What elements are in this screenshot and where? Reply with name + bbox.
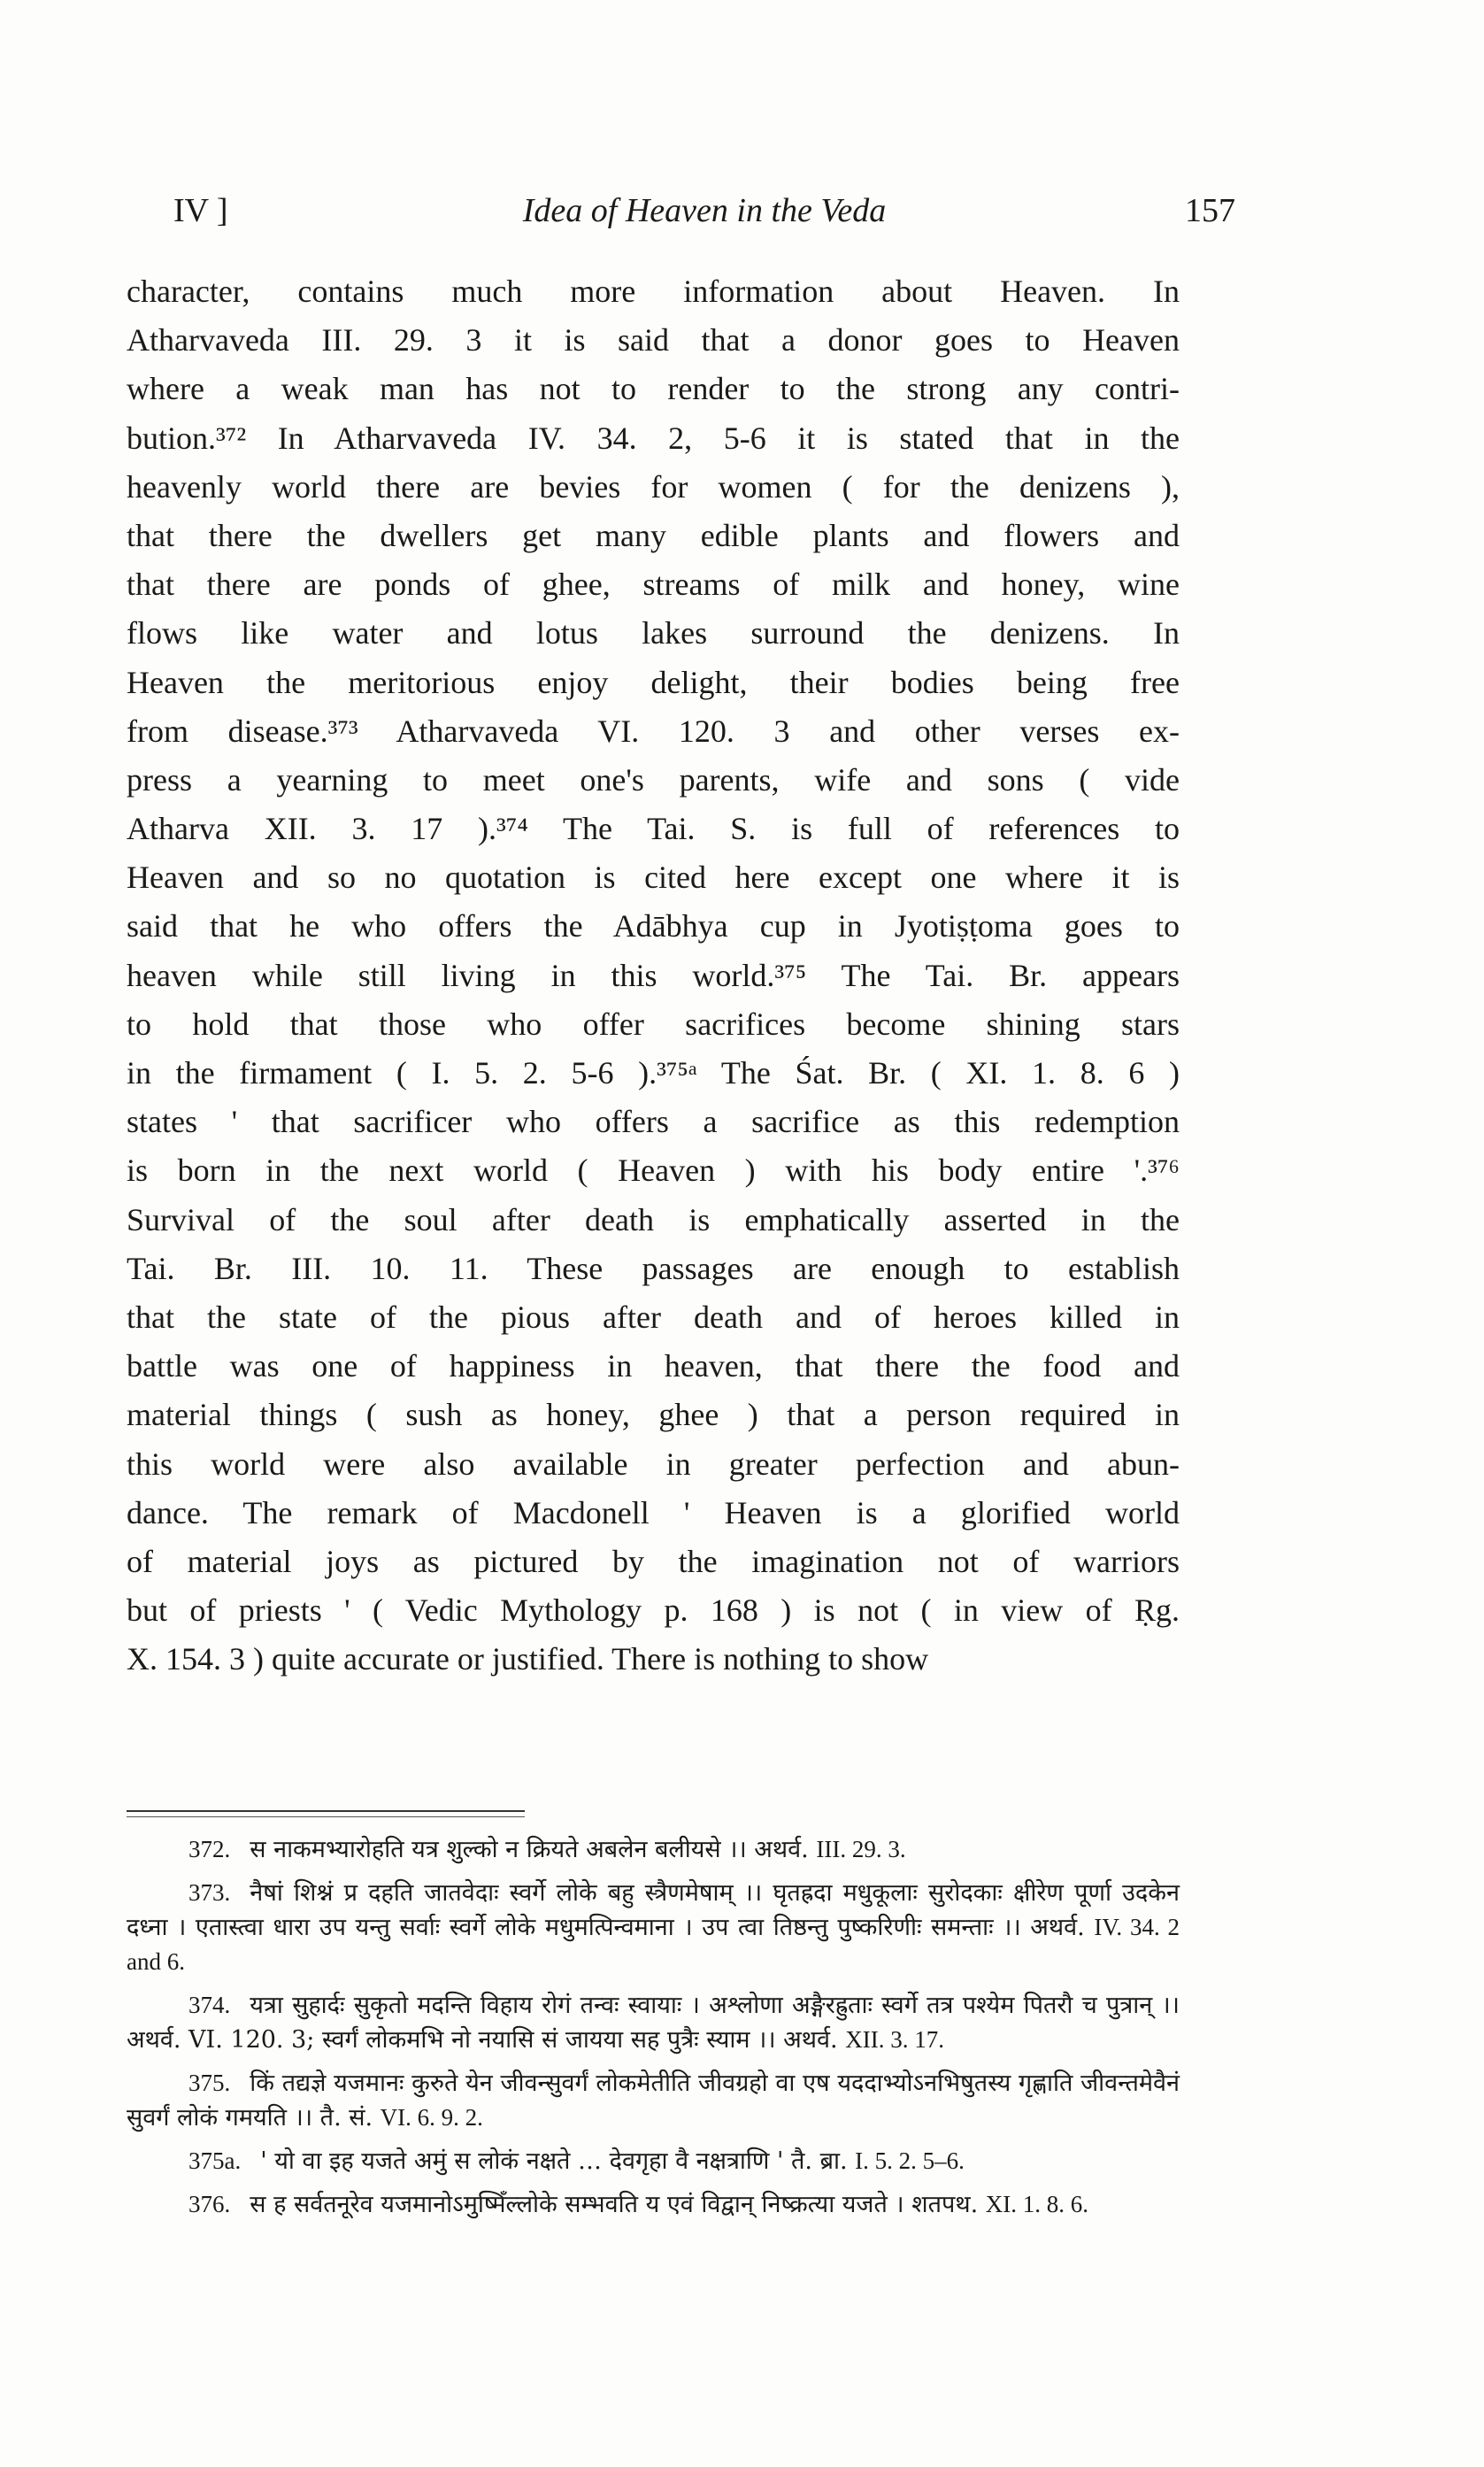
footnote — [127, 2144, 1180, 2178]
text-line: bution.³⁷² In Atharvaveda IV. 34. 2, 5-6 it is stated that in the — [127, 420, 1180, 456]
page-number: 157 — [1185, 192, 1235, 229]
chapter-number: IV ] — [173, 192, 228, 229]
text-line: but of priests ' ( Vedic Mythology p. 168 ) is not ( in view of Ṛg. — [127, 1592, 1180, 1629]
text-line: states ' that sacrificer who offers a sacrifice as this redemption — [127, 1104, 1180, 1140]
text-line: Atharvaveda III. 29. 3 it is said that a donor goes to Heaven — [127, 322, 1180, 358]
footnote-number: 373. — [188, 1879, 231, 1906]
text-line: in the firmament ( I. 5. 2. 5-6 ).³⁷⁵ᵃ The Śat. Br. ( XI. 1. 8. 6 ) — [127, 1055, 1180, 1091]
footnote-text: ' यो वा इह यजते अमुं स लोकं नक्षते … देवगृहा वै नक्षत्राणि ' तै. ब्रा. — [260, 2147, 848, 2175]
text-line: that the state of the pious after death and of heroes killed in — [127, 1299, 1180, 1335]
text-line: said that he who offers the Adābhya cup in Jyotiṣṭoma goes to — [127, 908, 1180, 944]
footnote-number: 375. — [188, 2070, 231, 2096]
text-line: Atharva XII. 3. 17 ).³⁷⁴ The Tai. S. is full of references to — [127, 811, 1180, 847]
text-line: Survival of the soul after death is emphatically asserted in the — [127, 1201, 1180, 1237]
text-line: press a yearning to meet one's parents, wife and sons ( vide — [127, 761, 1180, 798]
text-line: X. 154. 3 ) quite accurate or justified. There is nothing to show — [127, 1641, 929, 1677]
footnote-number: 374. — [188, 1992, 231, 2018]
text-line: Tai. Br. III. 10. 11. These passages are enough to establish — [127, 1250, 1180, 1286]
text-line: of material joys as pictured by the imagination not of warriors — [127, 1543, 1180, 1579]
text-line: heaven while still living in this world.³⁷⁵ The Tai. Br. appears — [127, 957, 1180, 993]
text-line: material things ( sush as honey, ghee ) that a person required in — [127, 1397, 1180, 1433]
text-line: to hold that those who offer sacrifices become shining stars — [127, 1006, 1180, 1042]
footnote — [127, 2187, 1180, 2222]
footnote-source: XI. 1. 8. 6. — [985, 2191, 1089, 2217]
footnote-text: स ह सर्वतनूरेव यजमानोऽमुष्मिँल्लोके सम्भवति य एवं विद्वान् निष्क्रत्या यजते । शतपथ. — [250, 2191, 979, 2218]
footnote-rule — [127, 1810, 525, 1812]
text-line: from disease.³⁷³ Atharvaveda VI. 120. 3 and other verses ex- — [127, 713, 1180, 749]
text-line: where a weak man has not to render to the strong any contri- — [127, 371, 1180, 407]
footnotes — [127, 1832, 1180, 2231]
footnote-rule-secondary — [127, 1816, 525, 1817]
text-line: Heaven the meritorious enjoy delight, their bodies being free — [127, 664, 1180, 700]
text-line: that there are ponds of ghee, streams of milk and honey, wine — [127, 567, 1180, 603]
text-line: is born in the next world ( Heaven ) with his body entire '.³⁷⁶ — [127, 1153, 1180, 1189]
text-line: that there the dwellers get many edible plants and flowers and — [127, 517, 1180, 553]
footnote-source: XII. 3. 17. — [845, 2026, 944, 2053]
footnote-source: I. 5. 2. 5–6. — [855, 2147, 965, 2174]
footnote — [127, 1876, 1180, 1979]
body-paragraph — [127, 267, 1180, 1684]
footnote-text: स नाकमभ्यारोहति यत्र शुल्को न क्रियते अबलेन बलीयसे ।। अथर्व. — [250, 1836, 809, 1863]
text-line: Heaven and so no quotation is cited here except one where it is — [127, 860, 1180, 896]
footnote-text: नैषां शिश्नं प्र दहति जातवेदाः स्वर्गे लोके बहु स्त्रैणमेषाम् ।। घृतह्रदा मधुकूलाः सुरोदकाः क्षीरेण पूर्णा उदकेन दध्ना । एतास्त्वा धारा उप यन्तु सर्वाः स्वर्गे लोके मधुमत्पिन्वमाना । उप त्वा तिष्ठन्तु पुष्करिणीः समन्ताः ।। अथर्व. — [127, 1879, 1180, 1941]
text-line: dance. The remark of Macdonell ' Heaven is a glorified world — [127, 1494, 1180, 1530]
footnote-number: 372. — [188, 1836, 231, 1862]
running-title: Idea of Heaven in the Veda — [522, 192, 887, 229]
footnote-text: किं तद्यज्ञे यजमानः कुरुते येन जीवन्सुवर्गं लोकमेतीति जीवग्रहो वा एष यददाभ्योऽनभिषुतस्य गृह्णाति जीवन्तमेवैनं सुवर्गं लोकं गमयति ।। तै. सं. — [127, 2070, 1180, 2132]
text-line: this world were also available in greater perfection and abun- — [127, 1446, 1180, 1482]
text-line: character, contains much more information about Heaven. In — [127, 274, 1180, 309]
footnote-source: IV. 34. 2 and 6. — [127, 1914, 1180, 1975]
footnote-source: VI. 6. 9. 2. — [380, 2104, 483, 2131]
footnote — [127, 2066, 1180, 2135]
footnote-source: III. 29. 3. — [816, 1836, 906, 1862]
text-line: heavenly world there are bevies for women ( for the denizens ), — [127, 468, 1180, 505]
running-head — [173, 184, 1235, 237]
text-line: battle was one of happiness in heaven, that there the food and — [127, 1348, 1180, 1384]
text-line: flows like water and lotus lakes surround the denizens. In — [127, 615, 1180, 651]
footnote — [127, 1988, 1180, 2057]
footnote — [127, 1832, 1180, 1867]
footnote-number: 376. — [188, 2191, 231, 2217]
footnote-text: यत्रा सुहार्दः सुकृतो मदन्ति विहाय रोगं तन्वः स्वायाः । अश्लोणा अङ्गैरह्रुताः स्वर्गे तत्र पश्येम पितरौ च पुत्रान् ।। अथर्व. VI. 120. 3; स्वर्गं लोकमभि नो नयासि सं जायया सह पुत्रैः स्याम ।। अथर्व. — [127, 1992, 1180, 2054]
footnote-number: 375a. — [188, 2147, 242, 2174]
